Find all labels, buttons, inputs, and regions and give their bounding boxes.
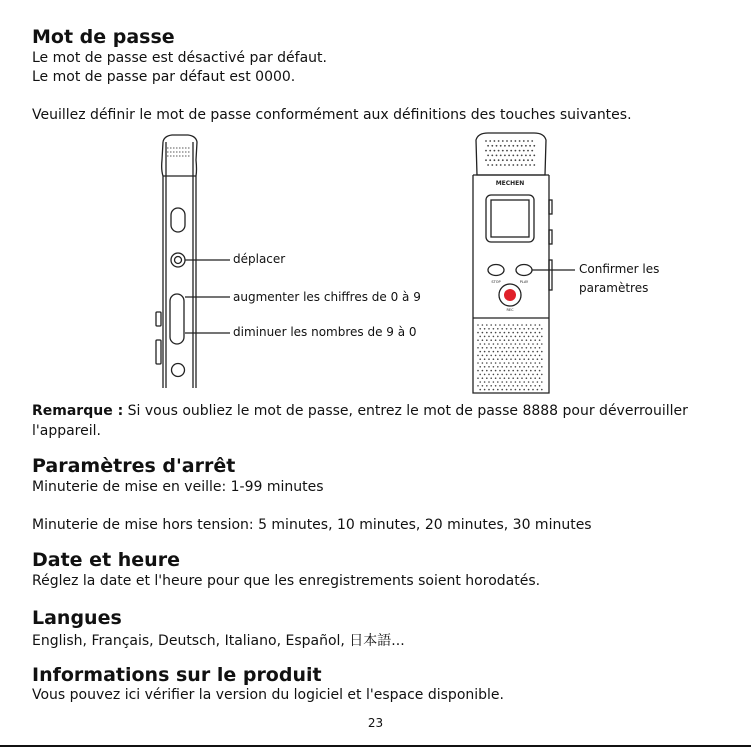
device-brand-text: MECHEN xyxy=(495,180,525,187)
section-title-password: Mot de passe xyxy=(32,26,175,48)
password-default-value: Le mot de passe par défaut est 0000. xyxy=(32,69,296,85)
section-title-datetime: Date et heure xyxy=(32,549,180,571)
password-instruction: Veuillez définir le mot de passe conformément aux définitions des touches suivantes. xyxy=(32,107,632,123)
languages-text: English, Français, Deutsch, Italiano, Español, 日本語... xyxy=(32,633,405,649)
play-button-text: PLAY xyxy=(519,280,529,284)
speaker-grill-bottom xyxy=(477,324,542,390)
label-confirm-line2: paramètres xyxy=(579,281,649,295)
label-increase-digits: augmenter les chiffres de 0 à 9 xyxy=(233,290,421,304)
datetime-text: Réglez la date et l'heure pour que les enregistrements soient horodatés. xyxy=(32,573,541,589)
remark-text-continued: l'appareil. xyxy=(32,423,101,439)
product-info-text: Vous pouvez ici vérifier la version du logiciel et l'espace disponible. xyxy=(32,687,504,703)
device-front-view xyxy=(473,133,552,393)
section-title-product-info: Informations sur le produit xyxy=(32,664,322,686)
section-title-languages: Langues xyxy=(32,607,122,629)
footer-rule xyxy=(0,745,751,747)
page-number: 23 xyxy=(367,716,384,730)
record-button-dot xyxy=(504,289,516,301)
mic-grill-top xyxy=(485,140,535,166)
device-side-view xyxy=(156,135,197,388)
label-confirm-line1: Confirmer les xyxy=(579,262,660,276)
section-title-shutdown: Paramètres d'arrêt xyxy=(32,455,236,477)
remark-text: Si vous oubliez le mot de passe, entrez le mot de passe 8888 pour déverrouiller xyxy=(123,403,688,419)
power-off-timer-text: Minuterie de mise hors tension: 5 minutes, 10 minutes, 20 minutes, 30 minutes xyxy=(32,517,592,533)
remark-label: Remarque : xyxy=(32,403,124,419)
remark-paragraph xyxy=(32,403,688,419)
label-decrease-digits: diminuer les nombres de 9 à 0 xyxy=(233,325,417,339)
password-default-disabled: Le mot de passe est désactivé par défaut. xyxy=(32,50,327,66)
label-move: déplacer xyxy=(233,252,286,266)
rec-button-text: REC xyxy=(506,308,514,312)
sleep-timer-text: Minuterie de mise en veille: 1-99 minutes xyxy=(32,479,324,495)
stop-button-text: STOP xyxy=(491,280,501,284)
callout-lines-side xyxy=(185,260,230,333)
